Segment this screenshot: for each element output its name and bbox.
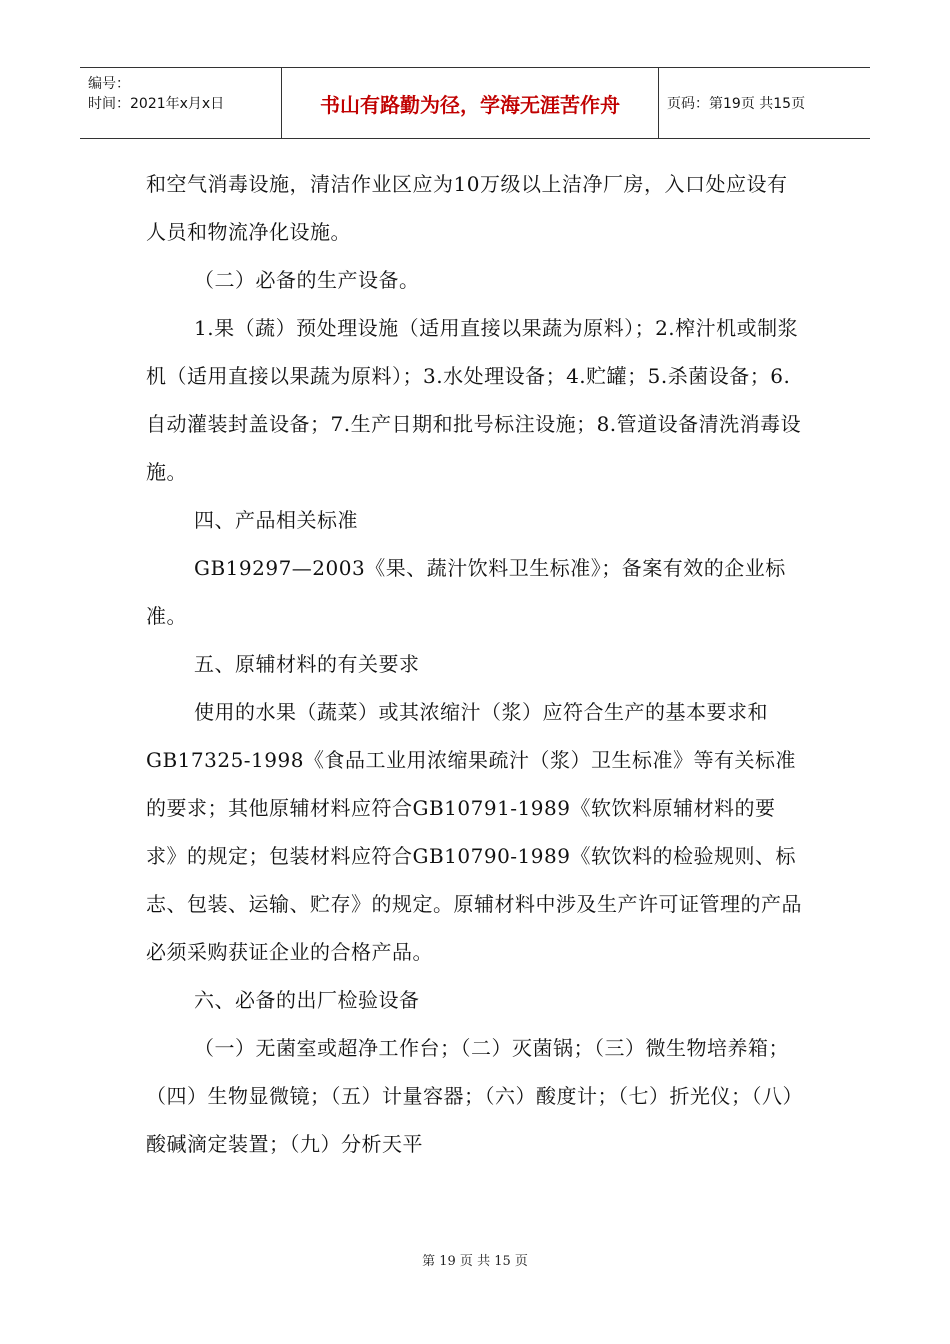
time-label: 时间：2021年x月x日 [88,96,225,112]
document-body [146,160,806,1168]
paragraph-5: GB19297—2003《果、蔬汁饮料卫生标准》；备案有效的企业标准。 [146,556,786,628]
paragraph-7: 使用的水果（蔬菜）或其浓缩汁（浆）应符合生产的基本要求和GB17325-1998《食品工业用浓缩果疏汁（浆）卫生标准》等有关标准的要求；其他原辅材料应符合GB10791-1989《软饮料原辅材料的要求》的规定；包装材料应符合GB10790-1989《软饮料的检验规则、标志、包装、运输、贮存》的规定。原辅材料中涉及生产许可证管理的产品必须采购获证企业的合格产品。 [146,700,802,964]
number-label: 编号： [88,76,130,92]
paragraph-9: （一）无菌室或超净工作台；（二）灭菌锅；（三）微生物培养箱；（四）生物显微镜；（五）计量容器；（六）酸度计；（七）折光仪；（八）酸碱滴定装置；（九）分析天平 [146,1036,803,1156]
page-footer: 第 19 页 共 15 页 [422,1254,528,1269]
section-heading-4: 四、产品相关标准 [194,508,358,532]
paragraph-3: 1.果（蔬）预处理设施（适用直接以果蔬为原料）；2.榨汁机或制浆机（适用直接以果蔬为原料）；3.水处理设备；4.贮罐；5.杀菌设备；6.自动灌装封盖设备；7.生产日期和批号标注设施；8.管道设备清洗消毒设施。 [146,316,802,484]
paragraph-1: 和空气消毒设施，清洁作业区应为10万级以上洁净厂房，入口处应设有人员和物流净化设施。 [146,172,788,244]
header-motto: 书山有路勤为径，学海无涯苦作舟 [282,68,659,138]
header-meta [80,68,282,138]
section-heading-6: 六、必备的出厂检验设备 [194,988,420,1012]
paragraph-2: （二）必备的生产设备。 [194,268,420,292]
section-heading-5: 五、原辅材料的有关要求 [194,652,420,676]
page-header [80,67,870,139]
header-page-label: 页码：第19页 共15页 [667,96,806,112]
